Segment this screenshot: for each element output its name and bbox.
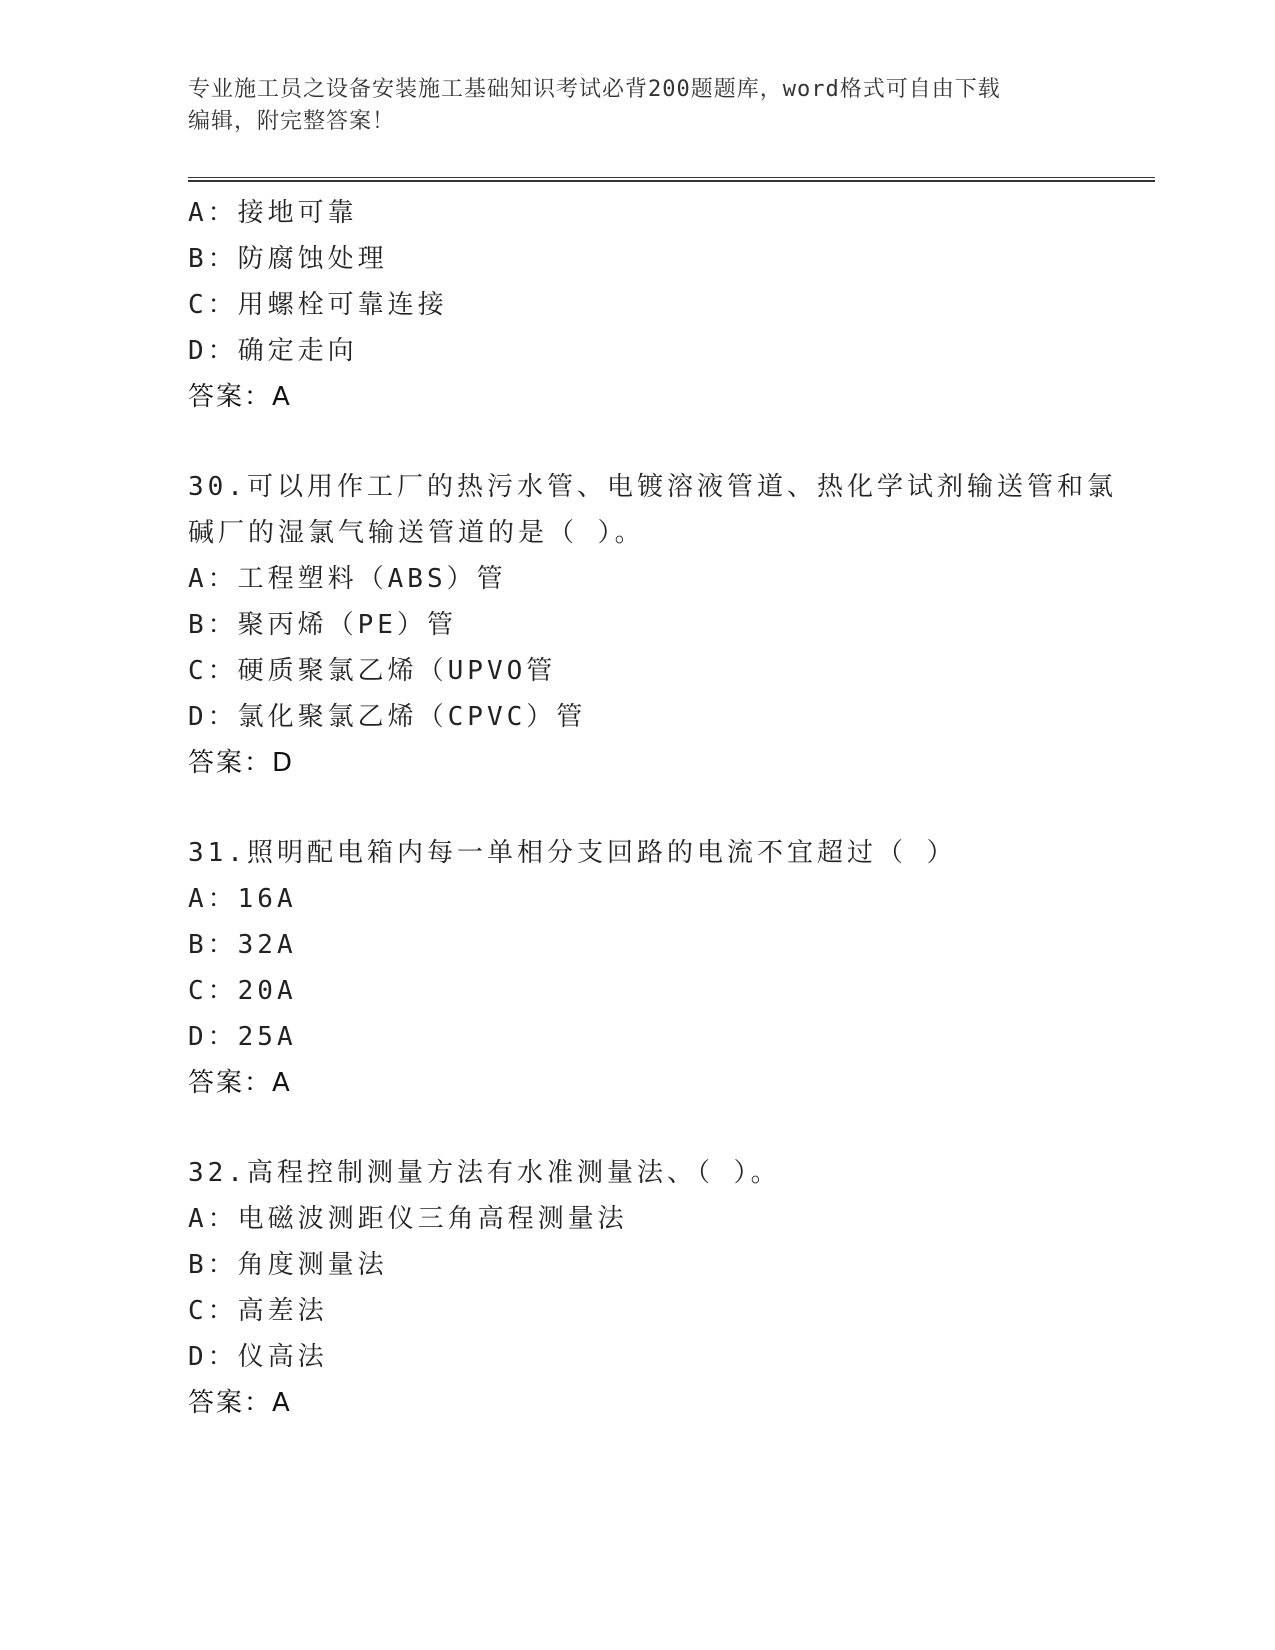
question-block-32: [188, 1150, 1148, 1426]
option-a: A：工程塑料（ABS）管: [188, 564, 507, 594]
question-stem: 32.高程控制测量方法有水准测量法、（ ）。: [188, 1158, 781, 1188]
option-c: C：20A: [188, 976, 297, 1006]
option-c: C：硬质聚氯乙烯（UPVO管: [188, 656, 557, 686]
header-divider: [188, 177, 1155, 182]
option-d: D：仪高法: [188, 1342, 328, 1372]
option-d: D：氯化聚氯乙烯（CPVC）管: [188, 702, 587, 732]
answer-line: 答案：D: [188, 748, 295, 778]
option-b: B：聚丙烯（PE）管: [188, 610, 457, 640]
option-b: B：32A: [188, 930, 297, 960]
answer-line: 答案：A: [188, 1388, 292, 1418]
question-stem: 30.可以用作工厂的热污水管、电镀溶液管道、热化学试剂输送管和氯: [188, 472, 1117, 502]
option-b: B：角度测量法: [188, 1250, 388, 1280]
option-a: A：接地可靠: [188, 198, 358, 228]
question-block-31: [188, 830, 1148, 1106]
header-line-1: 专业施工员之设备安装施工基础知识考试必背200题题库，word格式可自由下载: [188, 77, 1001, 102]
option-a: A：电磁波测距仪三角高程测量法: [188, 1204, 628, 1234]
question-block-30: [188, 464, 1148, 786]
question-stem-continued: 碱厂的湿氯气输送管道的是（ ）。: [188, 518, 645, 548]
option-d: D：25A: [188, 1022, 297, 1052]
question-stem: 31.照明配电箱内每一单相分支回路的电流不宜超过（ ）: [188, 838, 957, 868]
document-body: [188, 190, 1148, 1426]
document-header: [188, 74, 1088, 138]
question-block-29: [188, 190, 1148, 420]
option-b: B：防腐蚀处理: [188, 244, 388, 274]
answer-line: 答案：A: [188, 1068, 292, 1098]
option-d: D：确定走向: [188, 336, 358, 366]
header-line-2: 编辑，附完整答案！: [188, 109, 396, 134]
option-a: A：16A: [188, 884, 297, 914]
option-c: C：高差法: [188, 1296, 328, 1326]
answer-line: 答案：A: [188, 382, 292, 412]
option-c: C：用螺栓可靠连接: [188, 290, 448, 320]
